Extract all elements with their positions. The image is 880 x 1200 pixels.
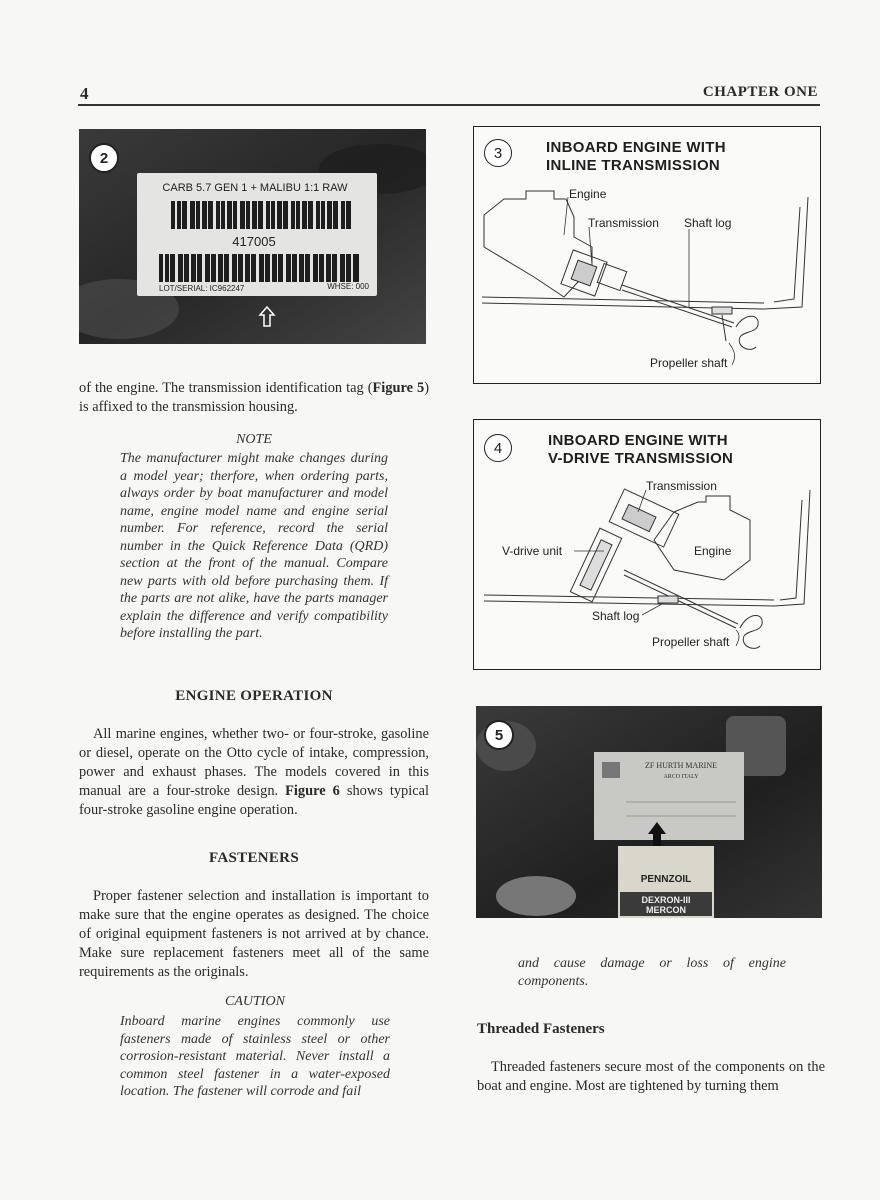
- label-vdrive-unit: V-drive unit: [502, 544, 563, 558]
- label-transmission: Transmission: [588, 216, 659, 230]
- label-shaft-log: Shaft log: [592, 609, 640, 623]
- bottle-brand: PENNZOIL: [640, 874, 692, 885]
- plate-origin: ARCO ITALY: [663, 774, 699, 780]
- figure-2-photo: [79, 129, 426, 344]
- note-heading: NOTE: [236, 432, 272, 447]
- tag-number: 417005: [232, 234, 276, 249]
- tag-whse: WHSE: 000: [327, 282, 369, 291]
- threaded-fasteners-text: Threaded fasteners secure most of the components on the boat and engine. Most are tightened by turning them: [477, 1059, 825, 1094]
- plate-brand: ZF HURTH MARINE: [645, 761, 717, 770]
- label-propeller-shaft: Propeller shaft: [650, 356, 728, 370]
- figure-number-badge: 5: [484, 720, 514, 750]
- figure-number-badge: 4: [484, 434, 512, 462]
- page-number: 4: [80, 84, 89, 103]
- figure-3-diagram: [473, 126, 821, 384]
- transmission-tag-photo: [476, 706, 822, 918]
- inline-transmission-drawing: [474, 127, 820, 383]
- engine-operation-text: All marine engines, whether two- or four-stroke, gasoline or diesel, operate on the Otto cycle of intake, compression, power and exhaust phases. The models covered in this manual are a four-stroke design. Figure 6 shows typical four-stroke gasoline engine operation.: [79, 726, 429, 818]
- bottle-product-1: DEXRON-III: [641, 895, 691, 905]
- threaded-fasteners-heading: Threaded Fasteners: [477, 1021, 605, 1037]
- intro-paragraph: of the engine. The transmission identification tag (Figure 5) is affixed to the transmission housing.: [79, 380, 429, 415]
- figure-title: INBOARD ENGINE WITH INLINE TRANSMISSION: [546, 139, 726, 174]
- header-rule: [78, 104, 820, 106]
- tag-lot: LOT/SERIAL: IC962247: [159, 284, 245, 293]
- caution-heading: CAUTION: [225, 994, 285, 1009]
- label-propeller-shaft: Propeller shaft: [652, 635, 730, 649]
- fasteners-heading: FASTENERS: [209, 850, 299, 866]
- engine-tag-photo: [79, 129, 426, 344]
- fasteners-text: Proper fastener selection and installation is important to make sure that the engine operates as designed. The choice of original equipment fasteners is not arrived at by chance. Make sure replacement fasteners meet all of the same requirements as the originals.: [79, 888, 429, 980]
- label-engine: Engine: [569, 187, 607, 201]
- figure-5-photo: [476, 706, 822, 918]
- tag-line-1: CARB 5.7 GEN 1 + MALIBU 1:1 RAW: [162, 182, 348, 194]
- note-text: The manufacturer might make changes during a model year; therfore, when ordering parts, always order by boat manufacturer and model name, engine model name and engine serial number. For reference, record the serial number in the Quick Reference Data (QRD) section at the front of the manual. Compare new parts with old before purchasing them. If the parts are not alike, have the parts manager explain the difference and verify compatibility before installing the part.: [120, 451, 388, 641]
- engine-operation-heading: ENGINE OPERATION: [175, 688, 333, 704]
- chapter-title: CHAPTER ONE: [702, 84, 818, 100]
- label-shaft-log: Shaft log: [684, 216, 732, 230]
- vdrive-transmission-drawing: [474, 420, 820, 669]
- caution-text: Inboard marine engines commonly use fasteners made of stainless steel or other corrosion-resistant material. Never install a common steel fastener in a water-exposed location. The fastener will corrode and fail: [120, 1014, 390, 1099]
- caution-continued: and cause damage or loss of engine components.: [518, 956, 786, 989]
- figure-number-badge: 2: [89, 143, 119, 173]
- figure-title: INBOARD ENGINE WITH V-DRIVE TRANSMISSION: [548, 432, 734, 467]
- bottle-product-2: MERCON: [646, 905, 686, 915]
- label-engine: Engine: [694, 544, 732, 558]
- figure-4-diagram: [473, 419, 821, 670]
- figure-number-badge: 3: [484, 139, 512, 167]
- label-transmission: Transmission: [646, 479, 717, 493]
